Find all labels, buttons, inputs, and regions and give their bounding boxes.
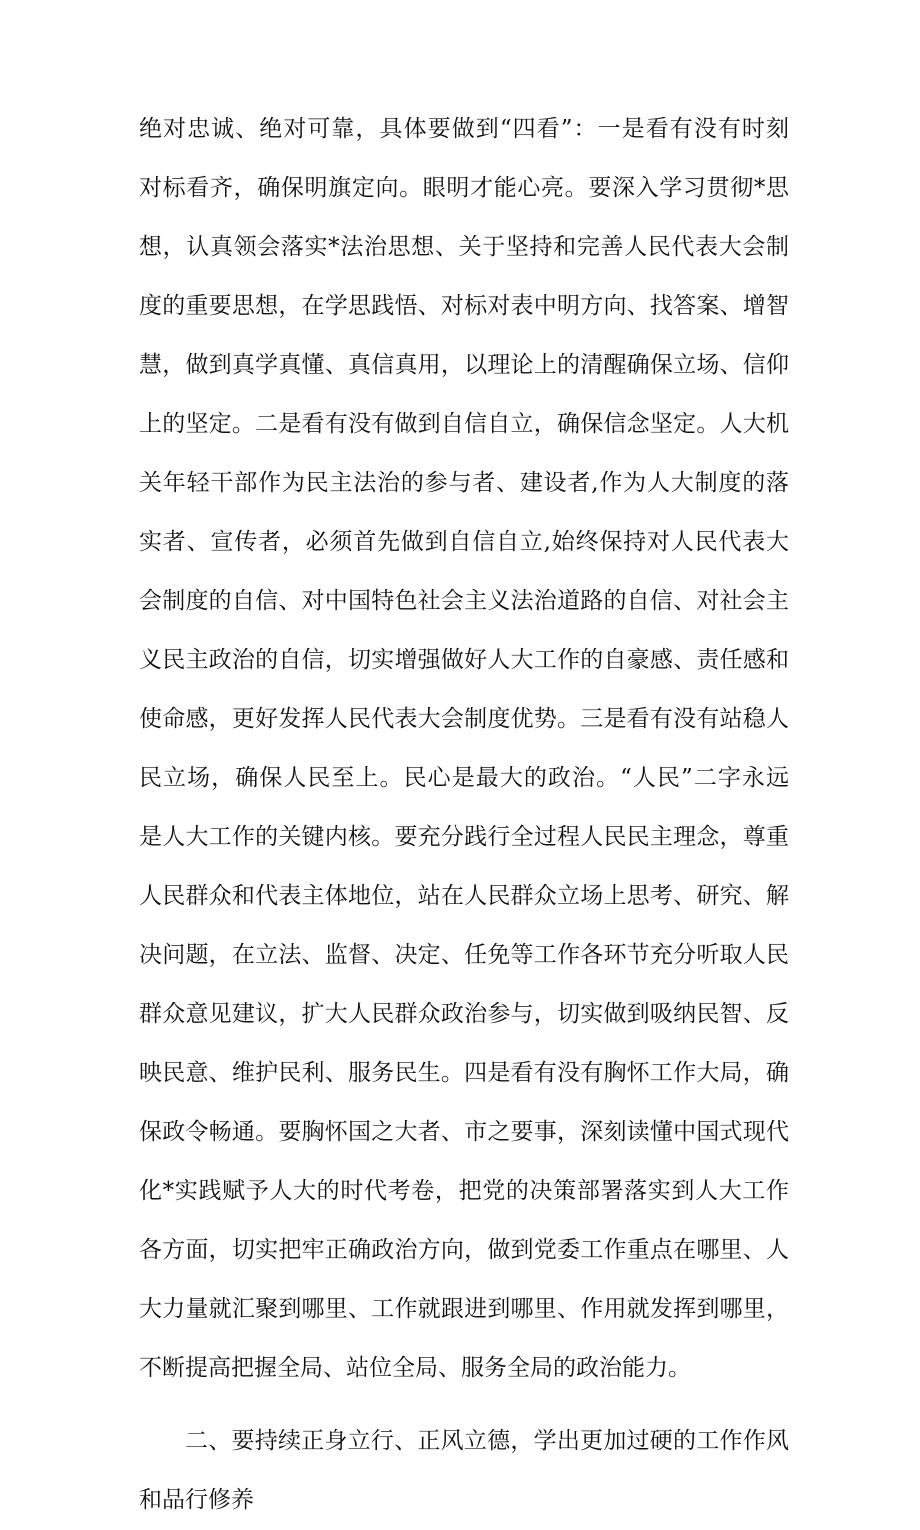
paragraph-line: 是人大工作的关键内核。要充分践行全过程人民民主理念，尊重 (139, 824, 789, 850)
paragraph-line: 映民意、维护民利、服务民生。四是看有没有胸怀工作大局，确 (139, 1060, 789, 1086)
paragraph-line: 义民主政治的自信，切实增强做好人大工作的自豪感、责任感和 (139, 647, 789, 673)
paragraph-line: 度的重要思想，在学思践悟、对标对表中明方向、找答案、增智 (139, 293, 789, 319)
paragraph-line: 化*实践赋予人大的时代考卷，把党的决策部署落实到人大工作 (139, 1178, 789, 1204)
paragraph-line: 对标看齐，确保明旗定向。眼明才能心亮。要深入学习贯彻*思 (139, 175, 789, 201)
paragraph-line: 会制度的自信、对中国特色社会主义法治道路的自信、对社会主 (139, 588, 789, 614)
section-heading (139, 1412, 789, 1530)
paragraph-line: 上的坚定。二是看有没有做到自信自立，确保信念坚定。人大机 (139, 411, 789, 437)
paragraph-line: 大力量就汇聚到哪里、工作就跟进到哪里、作用就发挥到哪里， (139, 1296, 789, 1322)
paragraph-line: 想，认真领会落实*法治思想、关于坚持和完善人民代表大会制 (139, 234, 789, 260)
section-heading-line: 二、要持续正身立行、正风立德，学出更加过硬的工作作风 (185, 1428, 789, 1454)
section-heading-line: 和品行修养 (139, 1487, 254, 1513)
body-paragraph (139, 100, 789, 1398)
paragraph-line: 各方面，切实把牢正确政治方向，做到党委工作重点在哪里、人 (139, 1237, 789, 1263)
paragraph-line: 民立场，确保人民至上。民心是最大的政治。“人民”二字永远 (139, 765, 789, 791)
paragraph-line: 关年轻干部作为民主法治的参与者、建设者,作为人大制度的落 (139, 470, 789, 496)
paragraph-line: 慧，做到真学真懂、真信真用，以理论上的清醒确保立场、信仰 (139, 352, 789, 378)
paragraph-line: 人民群众和代表主体地位，站在人民群众立场上思考、研究、解 (139, 883, 789, 909)
paragraph-line: 决问题，在立法、监督、决定、任免等工作各环节充分听取人民 (139, 942, 789, 968)
paragraph-line: 群众意见建议，扩大人民群众政治参与，切实做到吸纳民智、反 (139, 1001, 789, 1027)
paragraph-line: 实者、宣传者，必须首先做到自信自立,始终保持对人民代表大 (139, 529, 789, 555)
paragraph-line: 不断提高把握全局、站位全局、服务全局的政治能力。 (139, 1355, 691, 1381)
paragraph-line: 绝对忠诚、绝对可靠，具体要做到“四看”：一是看有没有时刻 (139, 116, 789, 142)
paragraph-line: 使命感，更好发挥人民代表大会制度优势。三是看有没有站稳人 (139, 706, 789, 732)
paragraph-line: 保政令畅通。要胸怀国之大者、市之要事，深刻读懂中国式现代 (139, 1119, 789, 1145)
document-text (139, 100, 789, 1530)
section-gap (139, 1398, 789, 1412)
